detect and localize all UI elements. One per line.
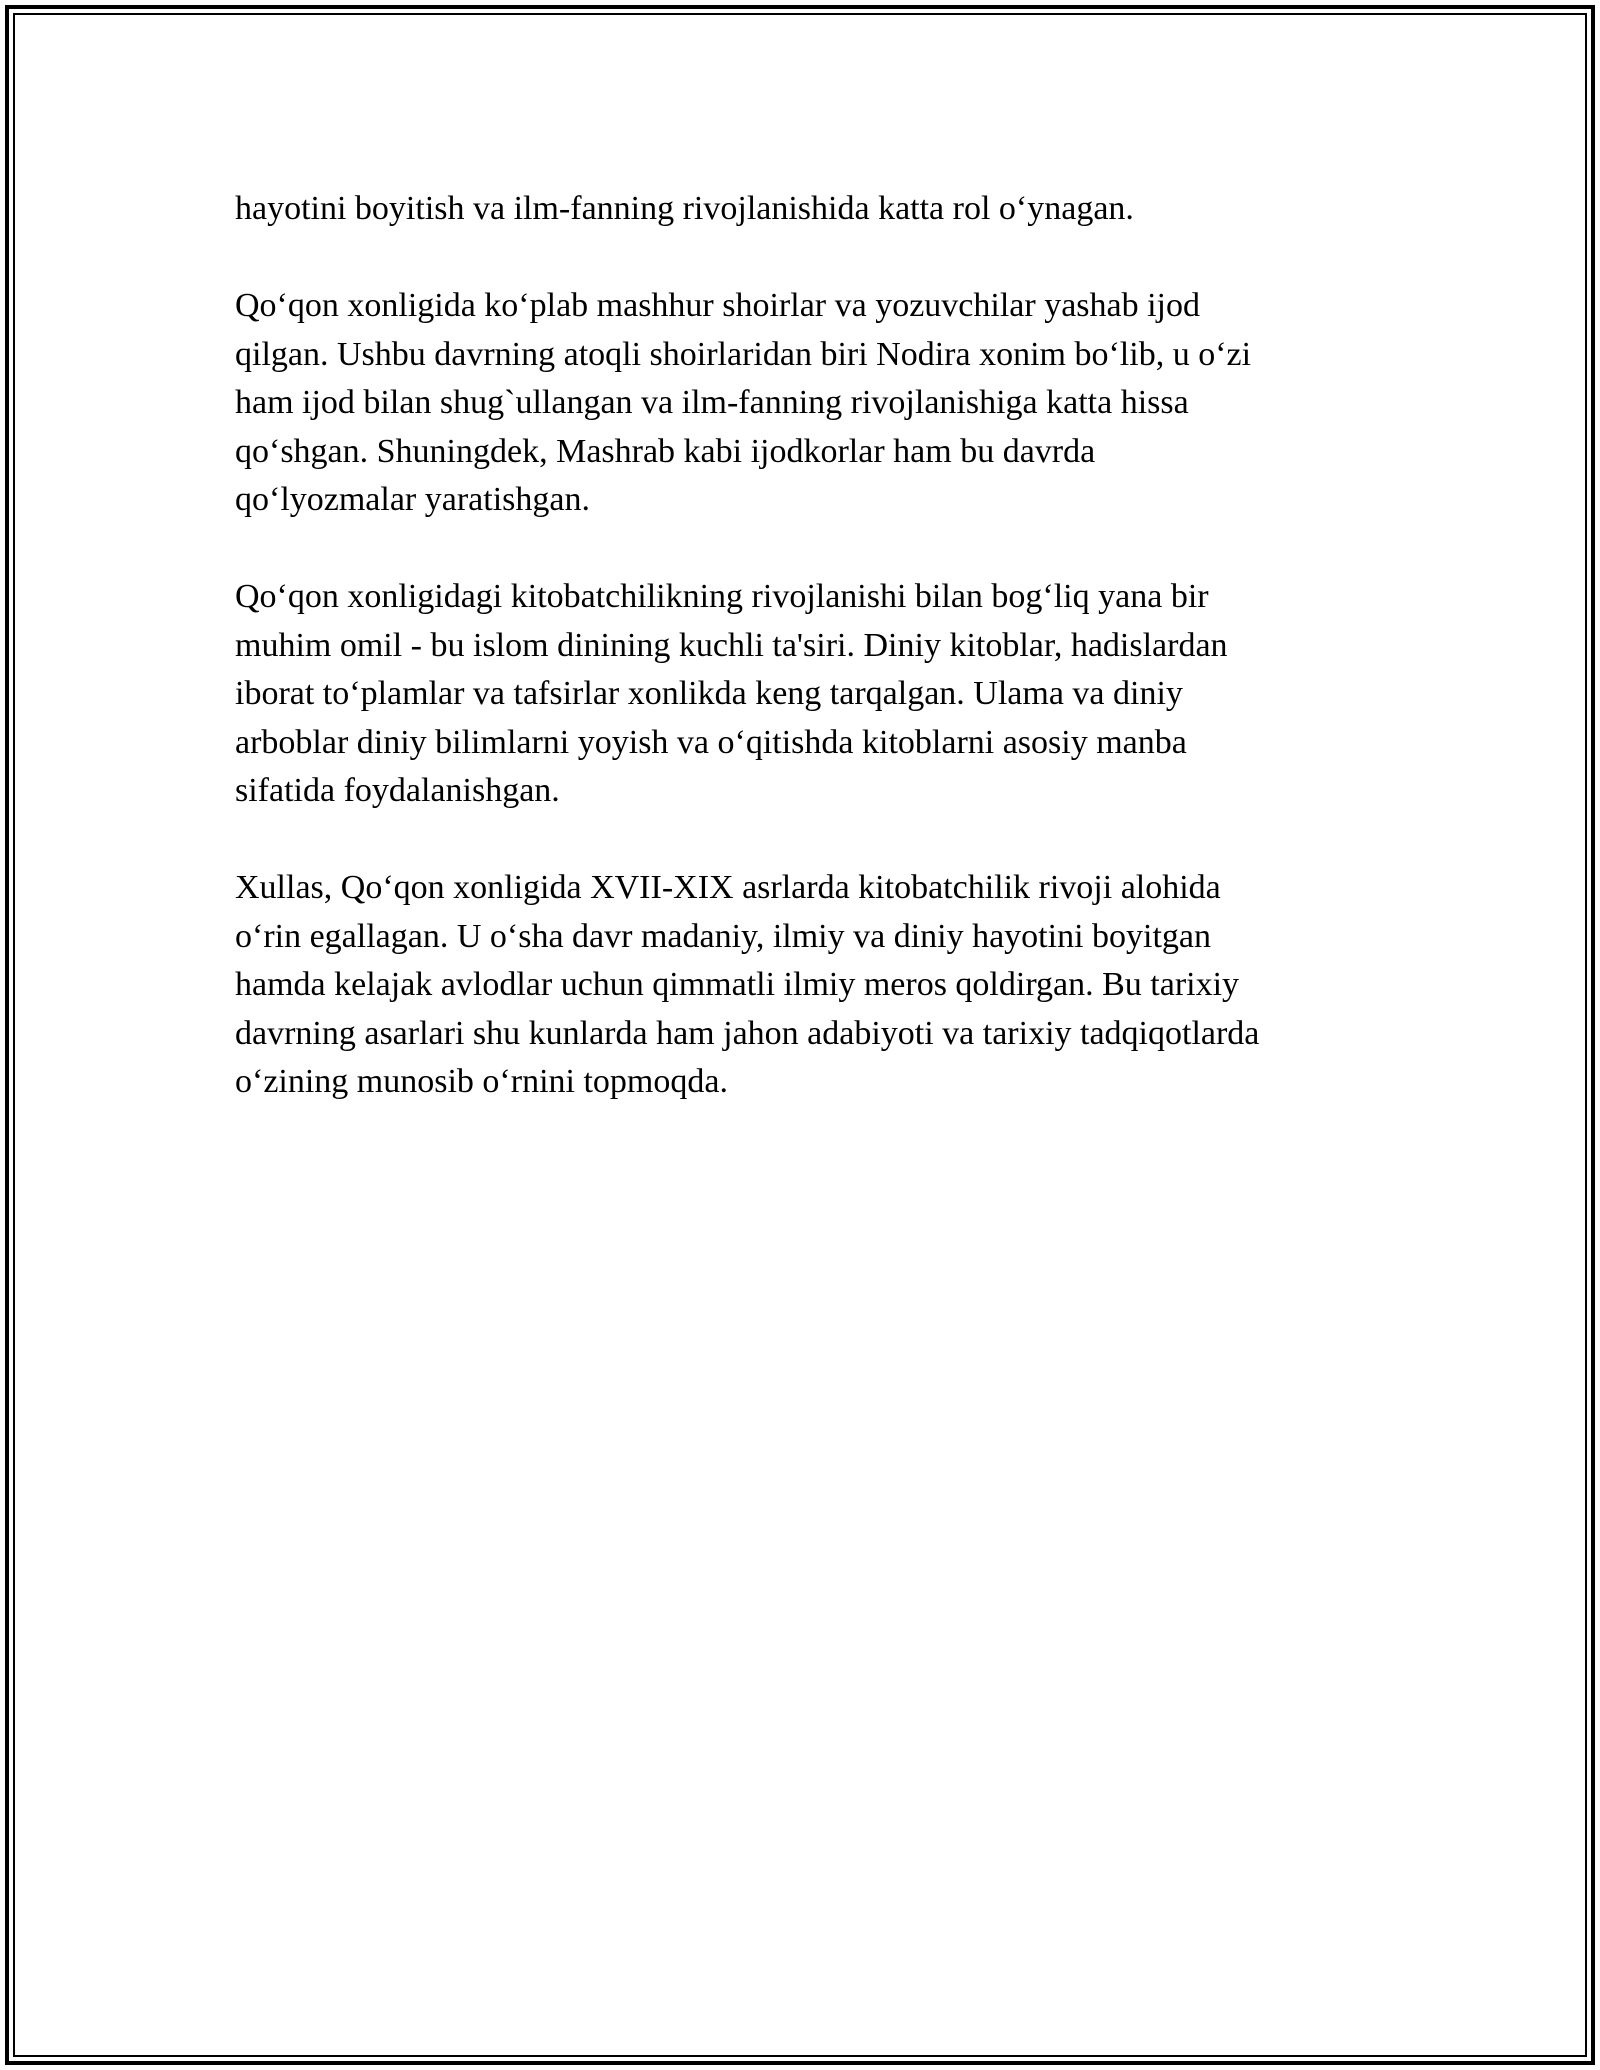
text-line: hayotini boyitish va ilm-fanning rivojlanishida katta rol o‘ynagan. [235,190,1134,227]
text-line: Xullas, Qo‘qon xonligida XVII-XIX asrlarda kitobatchilik rivoji alohida [235,869,1221,906]
text-line: arboblar diniy bilimlarni yoyish va o‘qitishda kitoblarni asosiy manba [235,723,1187,761]
text-line: davrning asarlari shu kunlarda ham jahon adabiyoti va tarixiy tadqiqotlarda [235,1014,1260,1052]
text-line: o‘zining munosib o‘rnini topmoqda. [235,1063,728,1100]
text-line: qo‘lyozmalar yaratishgan. [235,481,590,518]
text-line: Qo‘qon xonligida ko‘plab mashhur shoirlar va yozuvchilar yashab ijod [235,287,1200,324]
paragraph-3 [235,573,1365,816]
text-line: qo‘shgan. Shuningdek, Mashrab kabi ijodkorlar ham bu davrda [235,432,1096,470]
text-line: qilgan. Ushbu davrning atoqli shoirlaridan biri Nodira xonim bo‘lib, u o‘zi [235,335,1252,373]
text-line: Qo‘qon xonligidagi kitobatchilikning rivojlanishi bilan bog‘liq yana bir [235,578,1209,615]
text-line: sifatida foydalanishgan. [235,772,560,809]
text-line: muhim omil - bu islom dinining kuchli ta'siri. Diniy kitoblar, hadislardan [235,626,1228,664]
text-line: hamda kelajak avlodlar uchun qimmatli ilmiy meros qoldirgan. Bu tarixiy [235,966,1240,1003]
text-line: ham ijod bilan shug`ullangan va ilm-fanning rivojlanishiga katta hissa [235,384,1189,421]
paragraph-1 [235,185,1365,234]
paragraph-4 [235,864,1365,1107]
text-line: iborat to‘plamlar va tafsirlar xonlikda keng tarqalgan. Ulama va diniy [235,675,1183,712]
paragraph-2 [235,282,1365,525]
text-line: o‘rin egallagan. U o‘sha davr madaniy, ilmiy va diniy hayotini boyitgan [235,917,1212,955]
document-body [235,185,1365,1155]
